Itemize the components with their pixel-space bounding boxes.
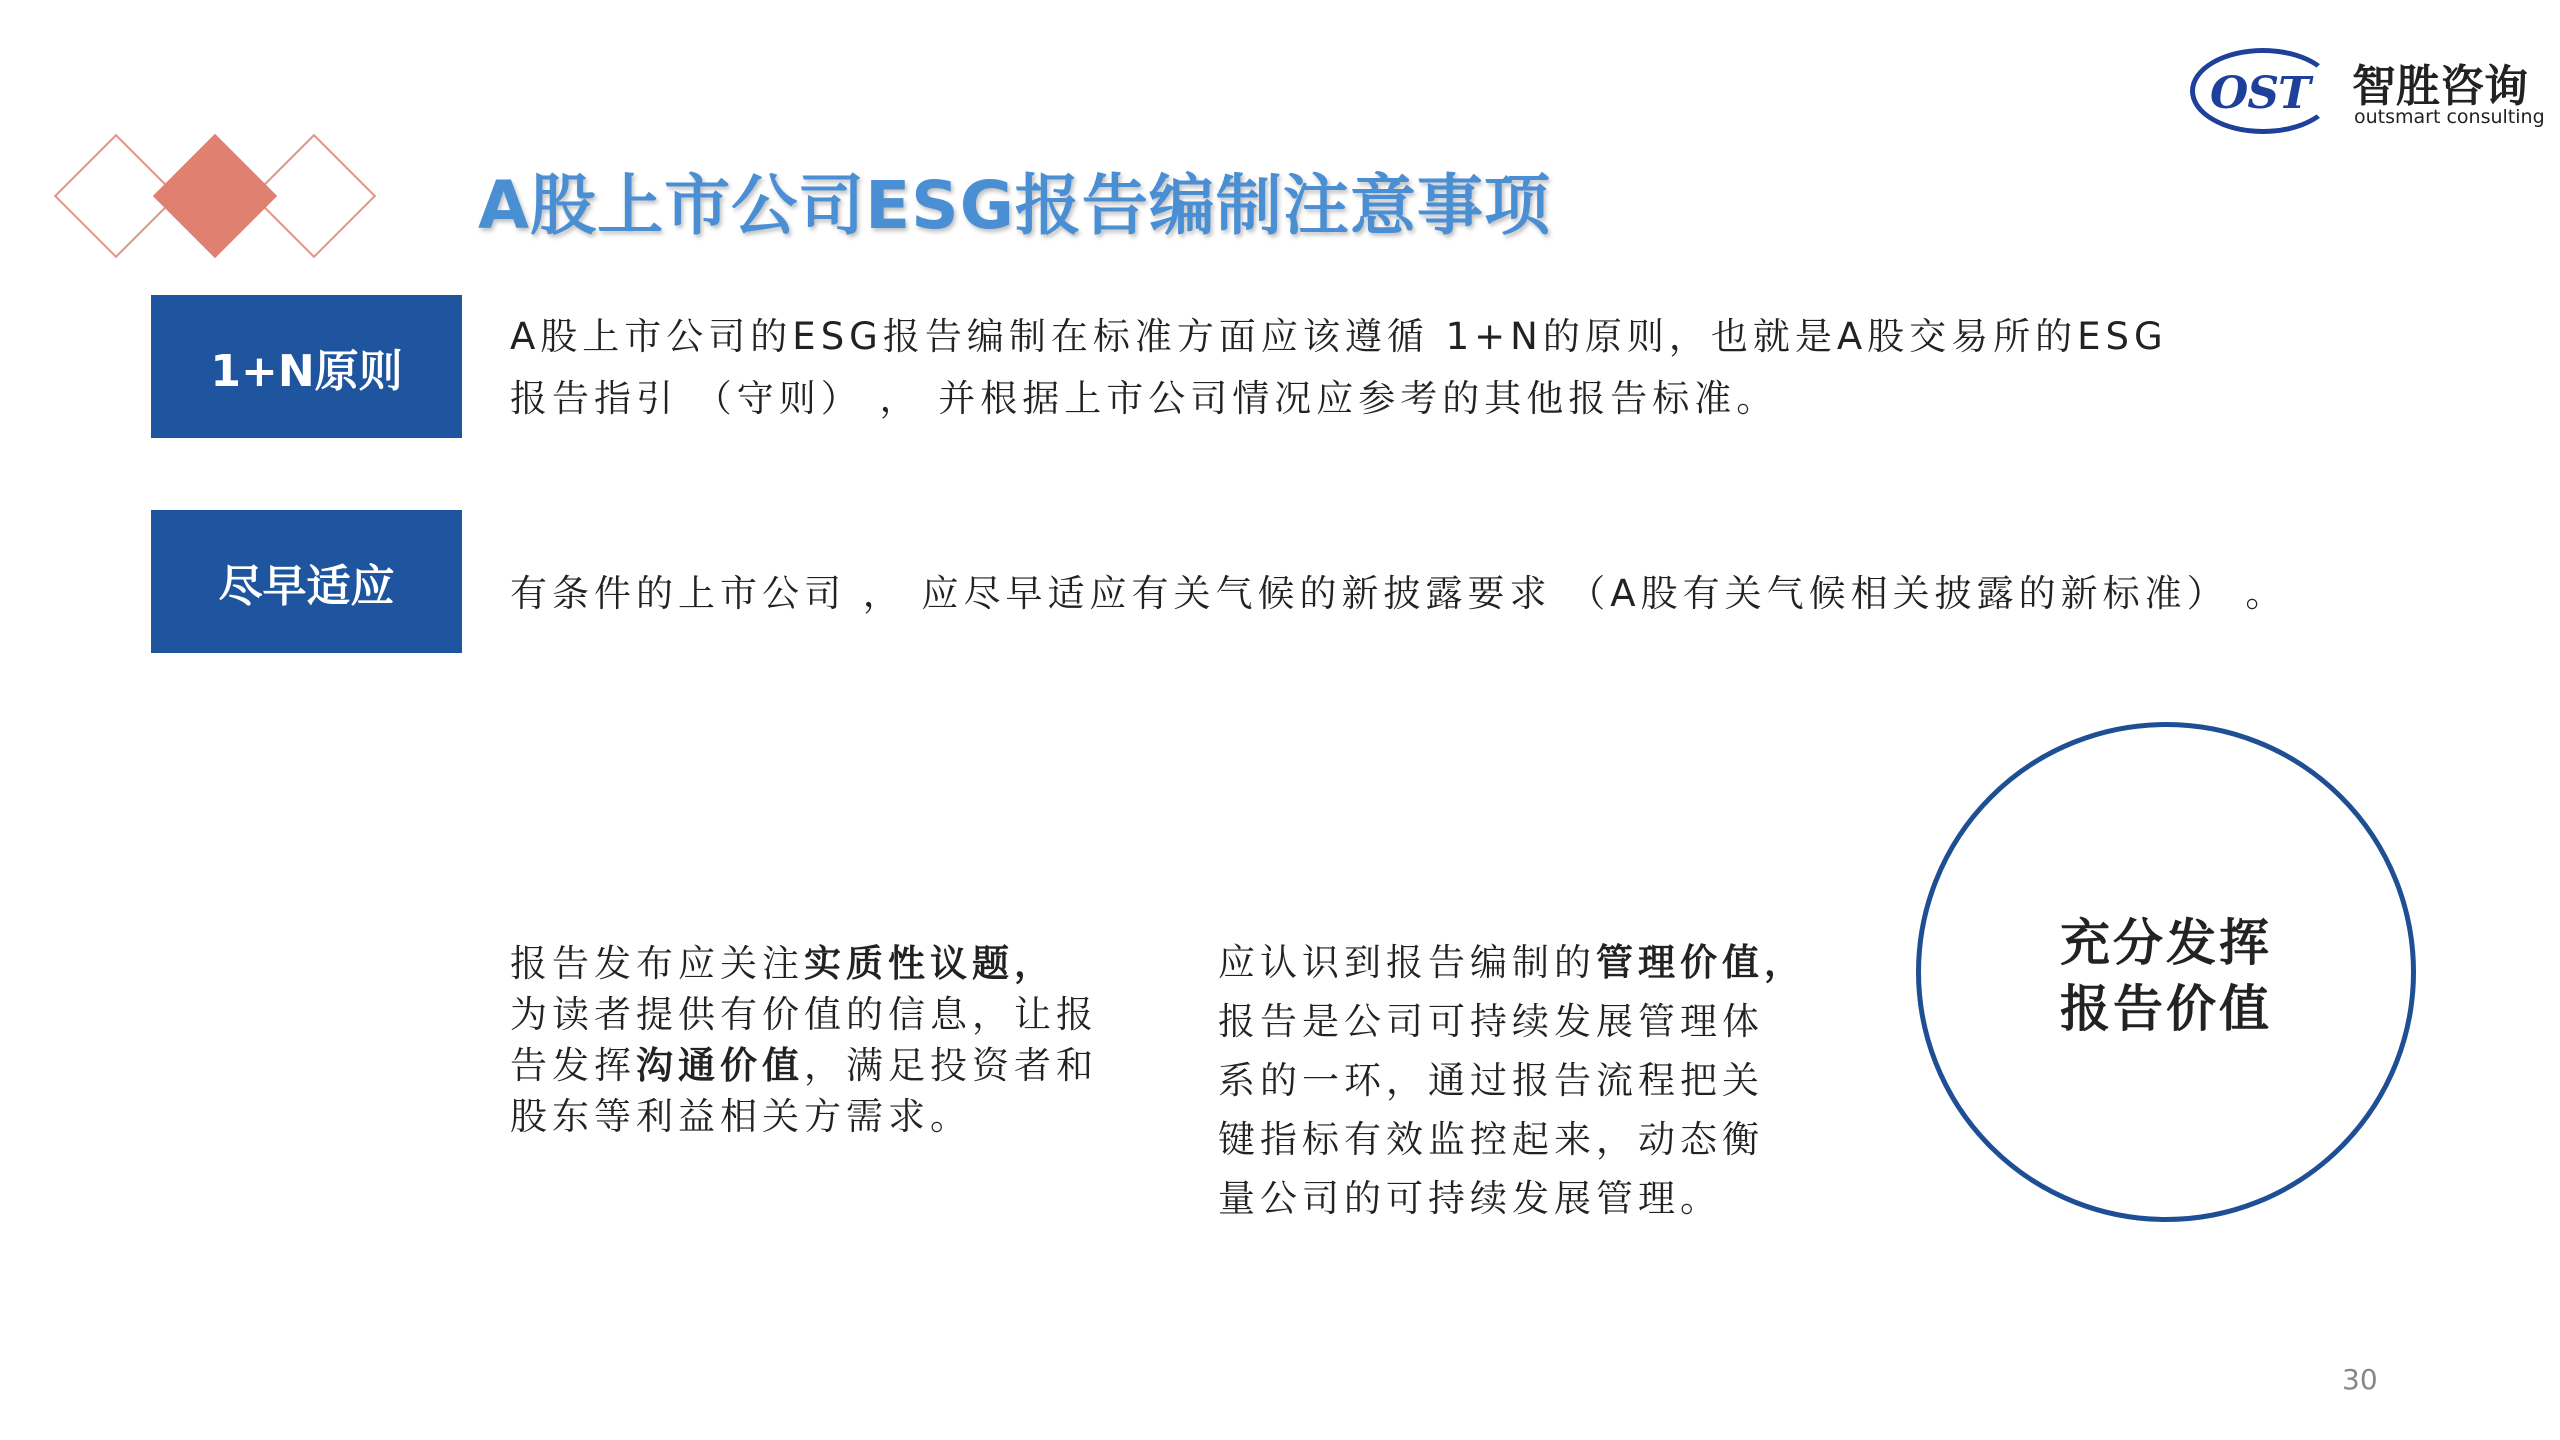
highlight-management-value: 管理价值 [1596, 941, 1764, 984]
ost-logo [2190, 40, 2545, 140]
management-value-text [1218, 933, 1806, 1228]
logo-mark: OST [2210, 68, 2310, 119]
principle-line-2: 报告指引 （守则） ， 并根据上市公司情况应参考的其他报告标准。 [510, 377, 1779, 420]
text-line: 为读者提供有价值的信息，让报 [510, 993, 1098, 1036]
label-adapt-early: 尽早适应 [151, 510, 462, 653]
adapt-early-line-1: 有条件的上市公司 ， 应尽早适应有关气候的新披露要求 （A股有关气候相关披露的新标准） 。 [510, 572, 2288, 615]
text-line: 键指标有效监控起来，动态衡 [1218, 1118, 1764, 1161]
text-line: 量公司的可持续发展管理。 [1218, 1177, 1722, 1220]
text-line: 股东等利益相关方需求。 [510, 1095, 972, 1138]
text-line: 报告是公司可持续发展管理体 [1218, 1000, 1764, 1043]
text-segment: 告发挥 [510, 1044, 636, 1087]
circle-line-1: 充分发挥 [2060, 914, 2272, 972]
communication-value-text [510, 938, 1098, 1142]
text-line: 系的一环，通过报告流程把关 [1218, 1059, 1764, 1102]
text-segment: 报告发布应关注 [510, 942, 804, 985]
diamond-filled-center [153, 134, 277, 258]
text-segment: 应认识到报告编制的 [1218, 941, 1596, 984]
highlight-communication-value: 沟通价值 [636, 1044, 804, 1087]
page-title: A股上市公司ESG报告编制注意事项 [478, 167, 1551, 244]
circle-line-2: 报告价值 [2060, 980, 2272, 1038]
text-segment: ，满足投资者和 [804, 1044, 1098, 1087]
text-segment: ， [1014, 942, 1056, 985]
page-number: 30 [2342, 1363, 2378, 1396]
principle-text [510, 306, 2168, 430]
highlight-materiality: 实质性议题 [804, 942, 1014, 985]
logo-name-cn: 智胜咨询 [2352, 61, 2528, 112]
label-principle: 1+N原则 [151, 295, 462, 438]
principle-line-1: A股上市公司的ESG报告编制在标准方面应该遵循 1+N的原则，也就是A股交易所的ESG [510, 315, 2168, 358]
text-segment: ， [1764, 941, 1806, 984]
circle-label [1916, 910, 2416, 1042]
logo-name-en: outsmart consulting [2354, 106, 2545, 128]
adapt-early-text [510, 563, 2287, 625]
